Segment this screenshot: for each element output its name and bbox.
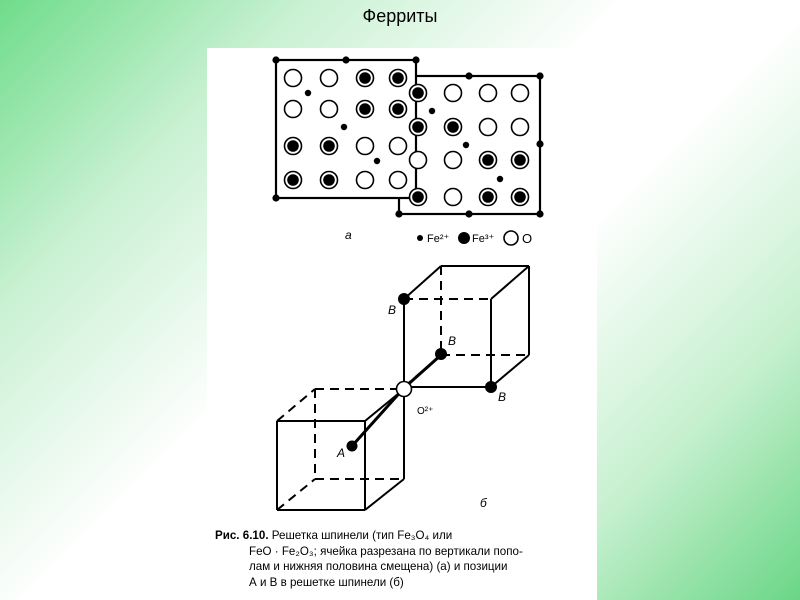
cell-corner-point	[412, 56, 419, 63]
lower-half-fe3-ion	[412, 121, 424, 133]
a-label: A	[337, 446, 346, 460]
b-label-top: B	[388, 303, 397, 317]
lower-half-o-ion	[480, 119, 497, 136]
cell-corner-point	[272, 194, 279, 201]
oxygen-atom	[397, 382, 412, 397]
upper-half-fe3-ion	[359, 103, 371, 115]
upper-half-fe3-ion	[287, 140, 299, 152]
spinel-lattice-figure	[207, 48, 597, 600]
b-site-atom-right	[485, 381, 497, 393]
cell-corner-point	[395, 210, 402, 217]
lower-half-fe3-ion	[514, 191, 526, 203]
lower-half-fe3-ion	[447, 121, 459, 133]
upper-half-o-ion	[390, 172, 407, 189]
spinel-lattice-section-a	[272, 56, 543, 217]
cube-edge	[491, 266, 529, 299]
cell-corner-point	[536, 140, 543, 147]
lower-half-o-ion	[512, 85, 529, 102]
bond-a	[352, 388, 404, 446]
cell-corner-point	[536, 210, 543, 217]
caption-line-2: FeO · Fe₂O₃; ячейка разрезана по вертикали попо-	[249, 544, 523, 558]
legend-fe3-marker	[458, 232, 470, 244]
upper-half-fe3-ion	[359, 72, 371, 84]
upper-half-o-ion	[285, 101, 302, 118]
caption-line-4: А и В в решетке шпинели (б)	[249, 575, 404, 589]
panel-b-label: б	[480, 496, 487, 510]
upper-half-o-ion	[390, 138, 407, 155]
legend	[417, 231, 532, 246]
cube-edge-hidden	[277, 479, 315, 510]
b-label-center: B	[448, 334, 457, 348]
cell-corner-point	[536, 72, 543, 79]
b-label-right: B	[498, 390, 507, 404]
slide-title: Ферриты	[362, 6, 438, 26]
upper-half-fe3-ion	[392, 72, 404, 84]
figure-caption	[215, 528, 591, 590]
fe2-ion	[374, 158, 380, 164]
upper-half-o-ion	[357, 138, 374, 155]
lower-half-fe3-ion	[482, 191, 494, 203]
lower-half-o-ion	[512, 119, 529, 136]
lower-half-fe3-ion	[514, 154, 526, 166]
cell-corner-point	[465, 210, 472, 217]
lower-half-o-ion	[445, 152, 462, 169]
lower-half-o-ion	[480, 85, 497, 102]
upper-half-fe3-ion	[323, 140, 335, 152]
upper-half-fe3-ion	[323, 174, 335, 186]
fe2-ion	[429, 108, 435, 114]
panel-a-label: а	[345, 228, 352, 242]
fe2-ion	[497, 176, 503, 182]
upper-half-fe3-ion	[392, 103, 404, 115]
caption-prefix: Рис. 6.10.	[215, 529, 269, 542]
upper-half-o-ion	[321, 70, 338, 87]
cell-corner-point	[342, 56, 349, 63]
figure-panel	[207, 48, 597, 600]
fe2-ion	[463, 142, 469, 148]
b-site-atom-center	[435, 348, 447, 360]
cube-edge-hidden	[277, 389, 315, 421]
cube-edge	[365, 479, 404, 510]
cell-corner-point	[465, 72, 472, 79]
lower-half-o-ion	[445, 189, 462, 206]
fe2-ion	[305, 90, 311, 96]
legend-fe3-label: Fe³⁺	[472, 233, 495, 245]
o2-label: O²⁺	[417, 406, 434, 417]
cube-edge	[404, 266, 441, 299]
b-site-atom-top	[398, 293, 410, 305]
lower-half-o-ion	[410, 152, 427, 169]
legend-fe2-marker	[417, 235, 423, 241]
lower-half-o-ion	[445, 85, 462, 102]
caption-line-3: лам и нижняя половина смещена) (а) и позиции	[249, 560, 508, 573]
cube-edge	[491, 355, 529, 387]
legend-o-marker	[504, 231, 518, 245]
upper-half-fe3-ion	[287, 174, 299, 186]
a-site-atom	[347, 441, 358, 452]
cell-corner-point	[272, 56, 279, 63]
fe2-ion	[341, 124, 347, 130]
upper-half-o-ion	[357, 172, 374, 189]
legend-fe2-label: Fe²⁺	[427, 233, 450, 245]
legend-o-label: O	[522, 231, 533, 246]
lower-half-fe3-ion	[482, 154, 494, 166]
caption-line-1	[215, 528, 591, 544]
lower-half-fe3-ion	[412, 87, 424, 99]
upper-half-o-ion	[321, 101, 338, 118]
caption-text-1: Решетка шпинели (тип Fe₃O₄ или	[271, 529, 453, 542]
cell-corner-point	[412, 194, 419, 201]
upper-half-o-ion	[285, 70, 302, 87]
